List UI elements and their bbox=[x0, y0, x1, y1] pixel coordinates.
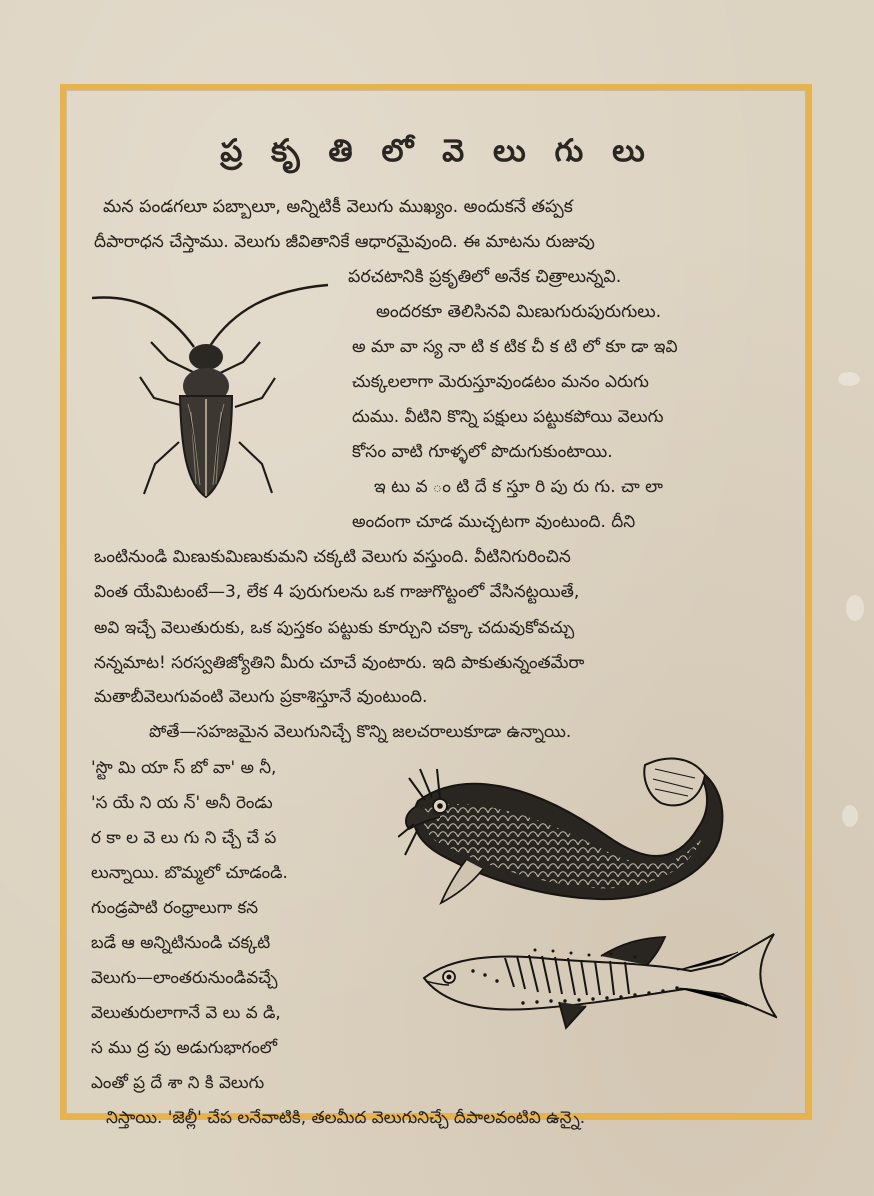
body-line: వింత యేమిటంటే—3, లేక 4 పురుగులను ఒక గాజుగొట్టంలో వేసినట్టయితే, bbox=[94, 582, 580, 602]
body-line: స ము ద్ర పు అడుగుభాగంలో bbox=[91, 1037, 278, 1057]
body-line: 'స్టొ మి యా స్ బో వా' అ నీ, bbox=[91, 757, 277, 777]
body-line: అవి ఇచ్చే వెలుతురుకు, ఒక పుస్తకం పట్టుకు కూర్చుని చక్కా చదువుకోవచ్చు bbox=[94, 617, 575, 637]
body-line: పరచటానికి ప్రకృతిలో అనేక చిత్రాలున్నవి. bbox=[348, 267, 622, 287]
body-line: అందరకూ తెలిసినవి మిణుగురుపురుగులు. bbox=[376, 302, 662, 322]
page-edge-mark bbox=[842, 805, 858, 827]
body-line: ఒంటినుండి మిణుకుమిణుకుమని చక్కటి వెలుగు వస్తుంది. వీటినిగురించిన bbox=[94, 547, 571, 567]
fish-top-illustration bbox=[398, 757, 736, 910]
body-line: మన పండగలూ పబ్బాలూ, అన్నిటికీ వెలుగు ముఖ్యం. అందుకనే తప్పక bbox=[103, 197, 573, 217]
body-line: అ మా వా స్య నా టి క టిక చీ క టి లో కూ డా ఇవి bbox=[352, 337, 678, 357]
body-line: మతాబీవెలుగువంటి వెలుగు ప్రకాశిస్తూనే వుంటుంది. bbox=[94, 687, 428, 707]
body-line: గుండ్రపాటి రంధ్రాలుగా కన bbox=[91, 897, 259, 917]
page-title: ప్ర కృ తి లో వె లు గు లు bbox=[220, 132, 654, 169]
body-line: ఇ టు వ ం టి దే క స్తూ రి పు రు గు. చా లా bbox=[374, 477, 663, 497]
body-line: లున్నాయి. బొమ్మలో చూడండి. bbox=[91, 862, 288, 882]
page-edge-mark bbox=[838, 372, 860, 386]
beetle-illustration bbox=[92, 280, 330, 504]
body-line: చుక్కలలాగా మెరుస్తూవుండటం మనం ఎరుగు bbox=[352, 372, 649, 392]
body-line: పోతే—సహజమైన వెలుగునిచ్చే కొన్ని జలచరాలుకూడా ఉన్నాయి. bbox=[149, 722, 572, 742]
body-line: దుము. వీటిని కొన్ని పక్షులు పట్టుకపోయి వెలుగు bbox=[352, 407, 664, 427]
body-line: నిస్తాయి. 'జెల్లీ' చేప లనేవాటికి, తలమీద వెలుగునిచ్చే దీపాలవంటివి ఉన్నై. bbox=[106, 1107, 586, 1127]
body-line: దీపారాధన చేస్తాము. వెలుగు జీవితానికే ఆధారమైవుంది. ఈ మాటను రుజువు bbox=[94, 232, 595, 252]
page-edge-mark bbox=[846, 595, 864, 621]
body-line: 'స యే ని య న్' అనీ రెండు bbox=[91, 792, 273, 812]
body-line: ఎంతో ప్ర దే శా ని కి వెలుగు bbox=[91, 1072, 265, 1092]
body-line: ర కా ల వె లు గు ని చ్చే చే ప bbox=[91, 827, 277, 847]
body-line: కోసం వాటి గూళ్ళలో పొదుగుకుంటాయి. bbox=[352, 442, 613, 462]
body-line: వెలుగు—లాంతరునుండివచ్చే bbox=[91, 967, 278, 987]
body-line: అందంగా చూడ ముచ్చటగా వుంటుంది. దీని bbox=[352, 512, 636, 532]
body-line: బడే ఆ అన్నిటినుండి చక్కటి bbox=[91, 932, 271, 952]
body-line: నన్నమాట! సరస్వతిజ్యోతిని మీరు చూచే వుంటారు. ఇది పాకుతున్నంతమేరా bbox=[94, 652, 585, 672]
body-line: వెలుతురులాగానే వె లు వ డి, bbox=[91, 1002, 281, 1022]
fish-bottom-illustration bbox=[415, 932, 777, 1032]
